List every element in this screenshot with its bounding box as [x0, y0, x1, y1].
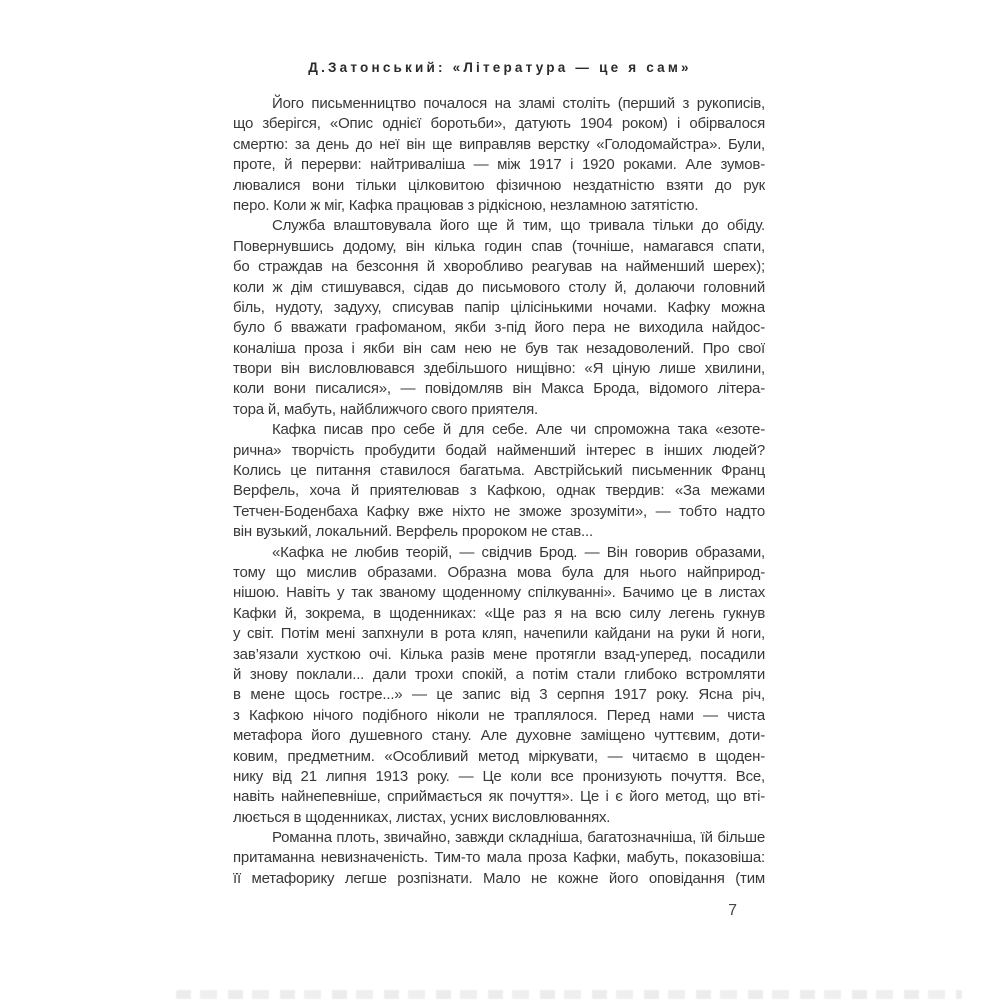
- text-line: Кафка писав про себе й для себе. Але чи спроможна така «езоте-: [272, 421, 765, 439]
- text-line: коналіша проза і якби він сам нею не був так незадоволений. Про свої: [233, 339, 765, 357]
- text-line: з Кафкою нічого подібного ніколи не траплялося. Перед нами — чиста: [233, 706, 765, 724]
- text-line: коли вони писалися», — повідомляв він Макса Брода, відомого літера-: [233, 380, 765, 398]
- text-line: тому що мислив образами. Образна мова була для нього найприрод-: [233, 563, 765, 581]
- text-line: лювалися вони тільки цілковитою фізичною нездатністю взяти до рук: [233, 176, 765, 194]
- text-line: перо. Коли ж міг, Кафка працював з рідкісною, незламною затятістю.: [233, 196, 699, 214]
- text-line: Повернувшись додому, він кілька годин спав (точніше, намагався спати,: [233, 237, 765, 255]
- running-header: Д.Затонський: «Література — це я сам»: [308, 60, 692, 75]
- text-line: проте, й перерви: найтриваліша — між 1917 і 1920 роками. Але зумов-: [233, 156, 765, 174]
- text-line: коли ж дім стишувався, сідав до письмового столу й, долаючи головний: [233, 278, 765, 296]
- text-line: біль, нудоту, задуху, списував папір цілісінькими ночами. Кафку можна: [233, 298, 765, 316]
- text-line: Романна плоть, звичайно, завжди складніша, багатозначніша, їй більше: [272, 829, 765, 847]
- paragraph: [233, 94, 765, 216]
- text-line: Його письменництво почалося на зламі століть (перший з рукописів,: [272, 95, 765, 112]
- text-line: навіть найнепевніше, сприймається як почуття». Це і є його метод, що вті-: [233, 788, 765, 806]
- text-line: бо страждав на безсоння й хворобливо реагував на найменший шерех);: [233, 258, 765, 276]
- text-line: у світ. Потім мені запхнули в рота кляп, начепили кайдани на руки й ноги,: [233, 625, 765, 643]
- text-line: Тетчен-Боденбаха Кафку вже ніхто не зможе зрозуміти», — тобто надто: [233, 502, 765, 520]
- text-line: рична» творчість пробудити бодай найменший інтерес в інших людей?: [233, 441, 765, 459]
- text-line: Служба влаштовувала його ще й тим, що тривала тільки до обіду.: [272, 217, 765, 235]
- text-line: в мене щось гостре...» — це запис від 3 серпня 1917 року. Ясна річ,: [233, 686, 765, 704]
- page-number: 7: [728, 902, 737, 919]
- text-line: тора й, мабуть, найближчого свого приятеля.: [233, 400, 539, 418]
- text-line: притаманна невизначеність. Тим-то мала проза Кафки, мабуть, показовіша:: [233, 849, 765, 867]
- text-line: Верфель, хоча й приятелював з Кафкою, однак твердив: «За межами: [233, 482, 765, 500]
- text-line: зав’язали хусткою очі. Кілька разів мене протягли взад-уперед, посадили: [233, 645, 765, 663]
- text-line: й знову поклали... дали трохи спокій, а потім стали глибоко встромляти: [233, 665, 765, 683]
- text-line: нішою. Навіть у так званому щоденному спілкуванні». Бачимо це в листах: [233, 584, 765, 602]
- text-column: [233, 94, 765, 889]
- paragraph: [233, 420, 765, 542]
- text-line: смертю: за день до неї він ще виправляв верстку «Голодомайстра». Були,: [233, 135, 765, 153]
- text-line: було б вважати графоманом, якби з-під його пера не виходила найдос-: [233, 319, 765, 337]
- paragraph: [233, 828, 765, 889]
- text-line: метафора його душевного стану. Але духовне заміщено чуттєвим, доти-: [233, 727, 765, 745]
- paragraph: [233, 216, 765, 420]
- page-edge-ghost-text: [176, 990, 962, 999]
- paragraph: [233, 543, 765, 828]
- text-line: що зберігся, «Опис однієї боротьби», датують 1904 роком) і обірвалося: [233, 115, 765, 133]
- text-line: Колись це питання ставилося багатьма. Австрійський письменник Франц: [233, 462, 765, 480]
- text-line: «Кафка не любив теорій, — свідчив Брод. — Він говорив образами,: [272, 543, 765, 561]
- text-line: люється в щоденниках, листах, усних висловлюваннях.: [233, 808, 611, 826]
- text-line: ковим, предметним. «Особливий метод міркувати, — читаємо в щоден-: [233, 747, 765, 765]
- text-line: твори він висловлювався здебільшого нищівно: «Я ціную лише хвилини,: [233, 360, 765, 378]
- text-line: її метафорику легше розпізнати. Мало не кожне його оповідання (тим: [233, 869, 765, 887]
- text-line: він вузький, локальний. Верфель пророком не став...: [233, 523, 593, 541]
- text-line: нику від 21 липня 1913 року. — Це коли все пронизують почуття. Все,: [233, 767, 765, 785]
- text-line: Кафки й, зокрема, в щоденниках: «Ще раз я на всю силу легень гукнув: [233, 604, 765, 622]
